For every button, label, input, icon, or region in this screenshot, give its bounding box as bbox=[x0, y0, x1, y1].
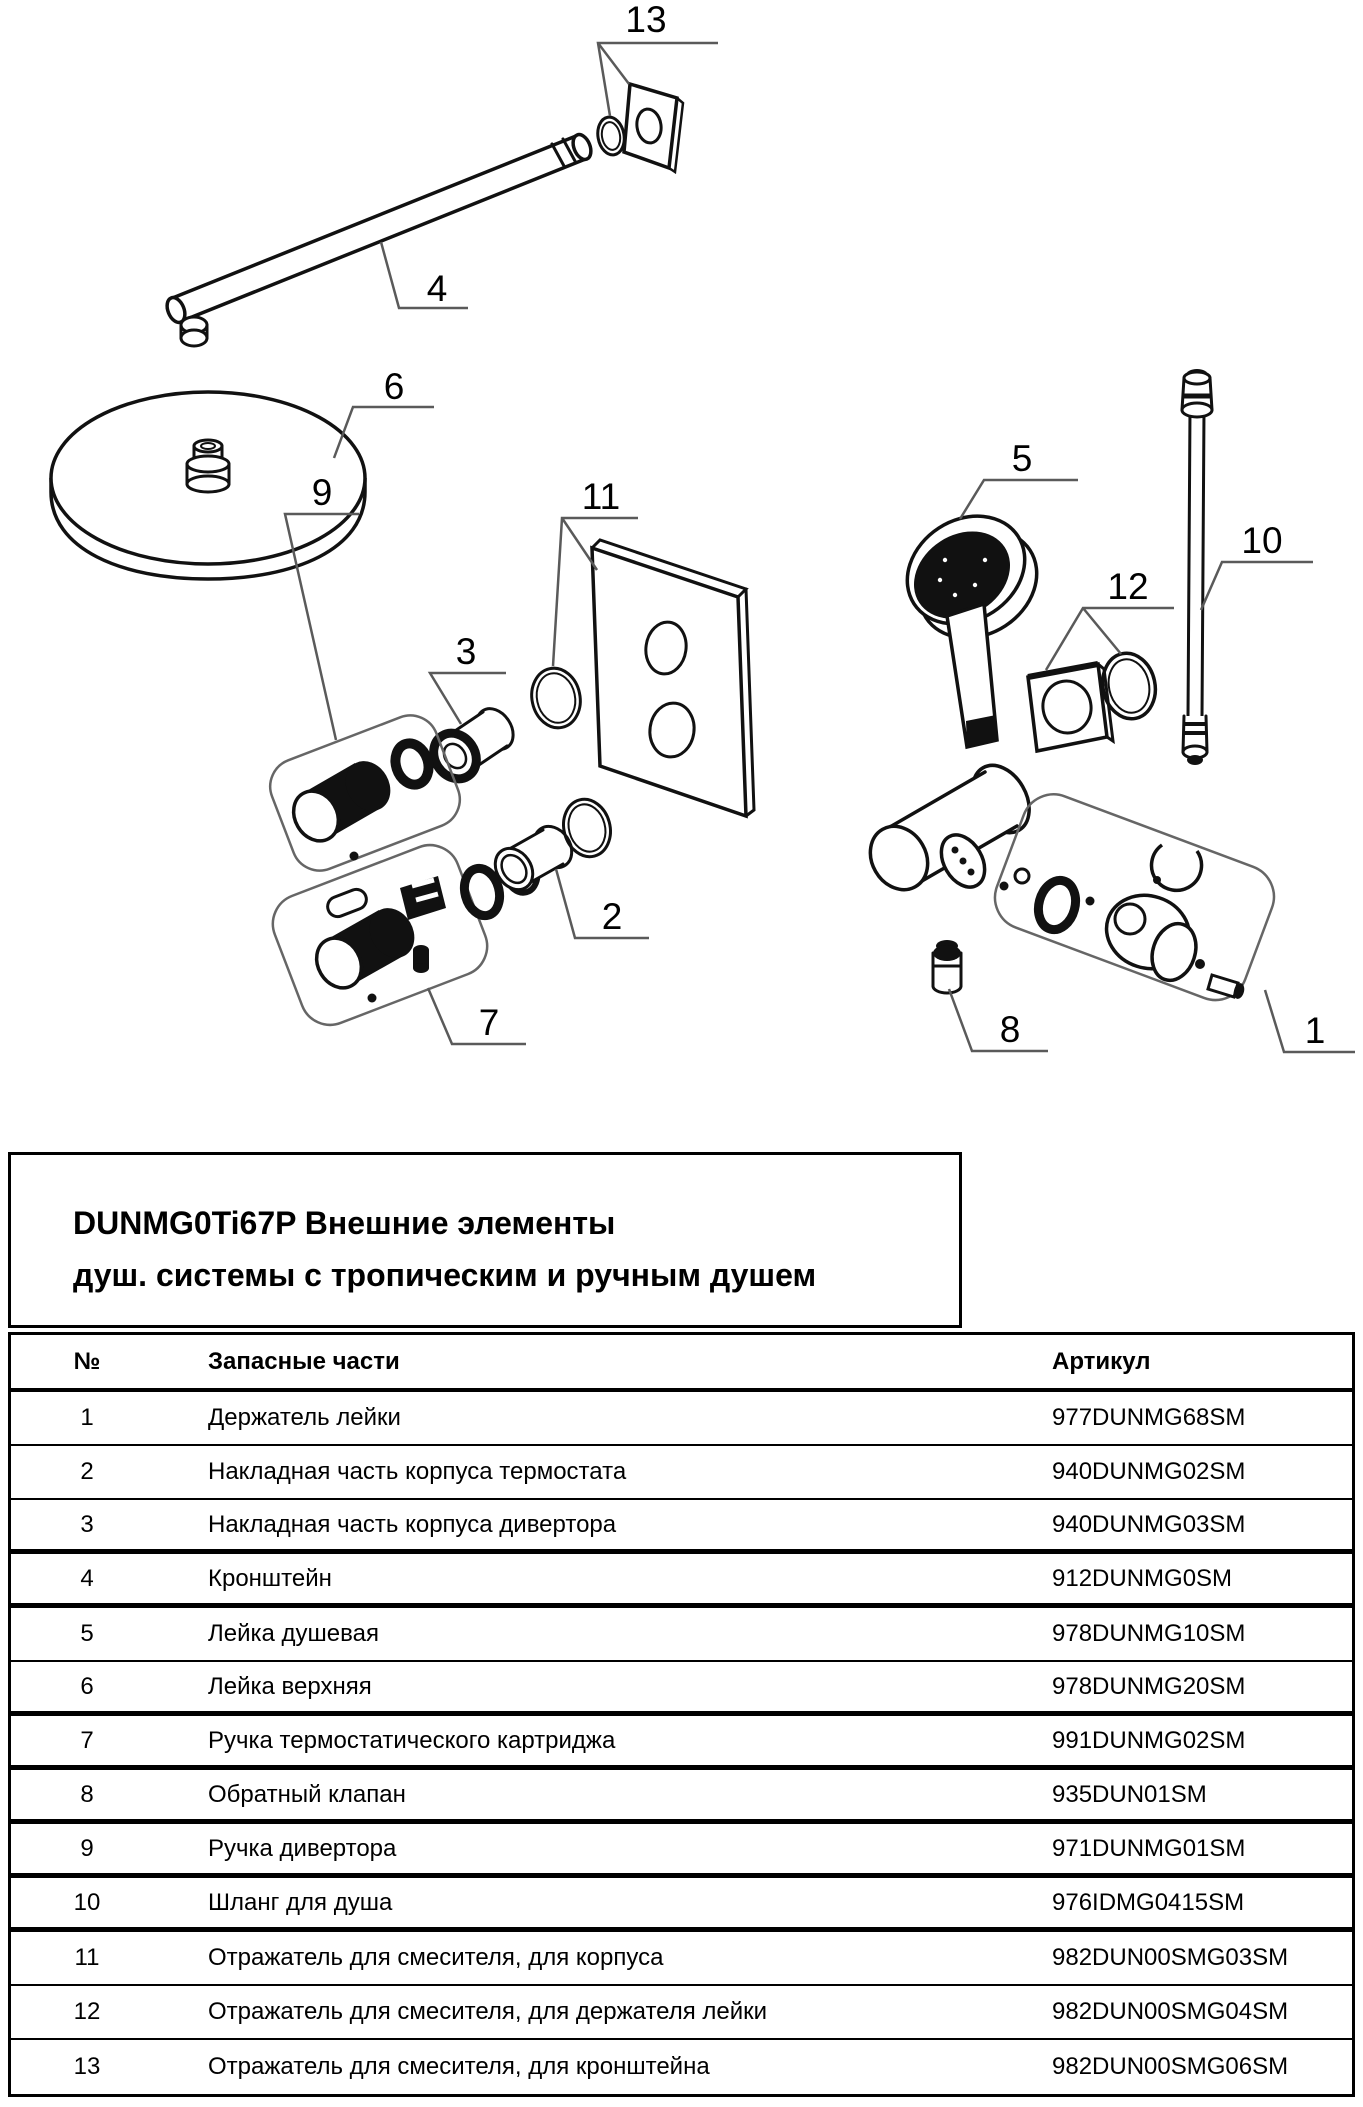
row-article: 935DUN01SM bbox=[1052, 1780, 1207, 1808]
table-row bbox=[11, 1608, 1352, 1662]
product-title-line1: DUNMG0Ti67P Внешние элементы bbox=[73, 1205, 616, 1241]
table-row bbox=[11, 1770, 1352, 1824]
table-row bbox=[11, 1392, 1352, 1446]
row-part-name: Держатель лейки bbox=[208, 1404, 401, 1431]
table-row bbox=[11, 1986, 1352, 2040]
valve-cover-plate bbox=[592, 540, 754, 816]
product-title-line2: душ. системы с тропическим и ручным душем bbox=[73, 1257, 817, 1293]
row-part-name: Лейка верхняя bbox=[208, 1672, 372, 1700]
callout-6-label: 6 bbox=[383, 366, 405, 407]
header-article: Артикул bbox=[1052, 1347, 1151, 1375]
row-part-name: Отражатель для смесителя, для держателя лейки bbox=[208, 1998, 768, 2025]
row-num: 13 bbox=[73, 2053, 101, 2080]
row-article: 912DUNMG0SM bbox=[1052, 1564, 1233, 1592]
row-article: 982DUN00SMG06SM bbox=[1052, 2053, 1289, 2080]
callout-9-label: 9 bbox=[311, 472, 333, 513]
row-part-name: Шланг для душа bbox=[208, 1888, 393, 1916]
row-num: 6 bbox=[80, 1672, 94, 1700]
row-article: 940DUNMG02SM bbox=[1052, 1458, 1246, 1485]
row-article: 982DUN00SMG04SM bbox=[1052, 1998, 1289, 2025]
callout-1-label: 1 bbox=[1304, 1010, 1326, 1051]
table-row bbox=[11, 1716, 1352, 1770]
row-article: 976IDMG0415SM bbox=[1052, 1888, 1245, 1916]
row-part-name: Накладная часть корпуса термостата bbox=[208, 1458, 627, 1485]
callout-10-label: 10 bbox=[1241, 520, 1283, 561]
diverter-handle-group bbox=[262, 707, 468, 878]
row-num: 2 bbox=[80, 1458, 94, 1485]
callout-2-label: 2 bbox=[601, 896, 623, 937]
shower-hose bbox=[1182, 369, 1212, 765]
table-row bbox=[11, 1554, 1352, 1608]
thermostat-handle-group bbox=[264, 836, 496, 1033]
holder-parts-group bbox=[986, 785, 1283, 1009]
thermostat-trim-rings bbox=[459, 794, 616, 920]
row-article: 978DUNMG10SM bbox=[1052, 1620, 1246, 1647]
row-num: 8 bbox=[80, 1780, 94, 1808]
row-article: 978DUNMG20SM bbox=[1052, 1672, 1246, 1700]
row-num: 3 bbox=[80, 1510, 94, 1538]
row-num: 12 bbox=[73, 1998, 101, 2025]
callout-8-label: 8 bbox=[999, 1009, 1021, 1050]
row-part-name: Обратный клапан bbox=[208, 1780, 406, 1808]
row-part-name: Накладная часть корпуса дивертора bbox=[208, 1510, 617, 1538]
row-part-name: Кронштейн bbox=[208, 1564, 332, 1592]
spare-parts-table bbox=[8, 1332, 1355, 2097]
check-valve bbox=[933, 940, 961, 993]
row-article: 991DUNMG02SM bbox=[1052, 1726, 1246, 1754]
row-article: 982DUN00SMG03SM bbox=[1052, 1944, 1289, 1971]
table-header-row bbox=[11, 1335, 1352, 1392]
holder-escutcheon bbox=[1028, 648, 1161, 751]
row-part-name: Лейка душевая bbox=[208, 1620, 379, 1647]
table-row bbox=[11, 1500, 1352, 1554]
callout-5-label: 5 bbox=[1011, 438, 1033, 479]
leader-4 bbox=[381, 242, 468, 308]
table-row bbox=[11, 2040, 1352, 2094]
body-o-ring bbox=[526, 664, 585, 733]
product-title-box bbox=[8, 1152, 962, 1328]
row-article: 940DUNMG03SM bbox=[1052, 1510, 1246, 1538]
table-row bbox=[11, 1662, 1352, 1716]
wall-holder-body bbox=[859, 755, 1041, 900]
row-num: 4 bbox=[80, 1564, 94, 1592]
row-num: 7 bbox=[80, 1726, 94, 1754]
row-article: 971DUNMG01SM bbox=[1052, 1834, 1246, 1862]
table-row bbox=[11, 1446, 1352, 1500]
row-num: 10 bbox=[73, 1888, 101, 1916]
leader-8 bbox=[949, 989, 1048, 1051]
row-part-name: Отражатель для смесителя, для кронштейна bbox=[208, 2053, 710, 2080]
table-row bbox=[11, 1932, 1352, 1986]
row-part-name: Ручка дивертора bbox=[208, 1834, 397, 1862]
row-num: 1 bbox=[80, 1404, 94, 1431]
callout-11-label: 11 bbox=[581, 476, 621, 517]
row-part-name: Ручка термостатического картриджа bbox=[208, 1726, 616, 1754]
callout-7-label: 7 bbox=[478, 1002, 500, 1043]
callout-12-label: 12 bbox=[1107, 566, 1149, 607]
leader-10 bbox=[1201, 562, 1313, 610]
row-num: 9 bbox=[80, 1834, 94, 1862]
row-part-name: Отражатель для смесителя, для корпуса bbox=[208, 1944, 664, 1971]
callout-3-label: 3 bbox=[455, 631, 477, 672]
table-row bbox=[11, 1824, 1352, 1878]
row-article: 977DUNMG68SM bbox=[1052, 1404, 1246, 1431]
shower-arm bbox=[164, 132, 595, 346]
callout-4-label: 4 bbox=[426, 268, 448, 309]
leader-7 bbox=[428, 988, 526, 1044]
row-num: 5 bbox=[80, 1620, 94, 1647]
row-num: 11 bbox=[74, 1944, 100, 1971]
callout-13-label: 13 bbox=[625, 0, 667, 40]
header-num: № bbox=[73, 1347, 101, 1375]
leader-5 bbox=[960, 480, 1078, 519]
header-parts: Запасные части bbox=[208, 1347, 400, 1375]
table-row bbox=[11, 1878, 1352, 1932]
